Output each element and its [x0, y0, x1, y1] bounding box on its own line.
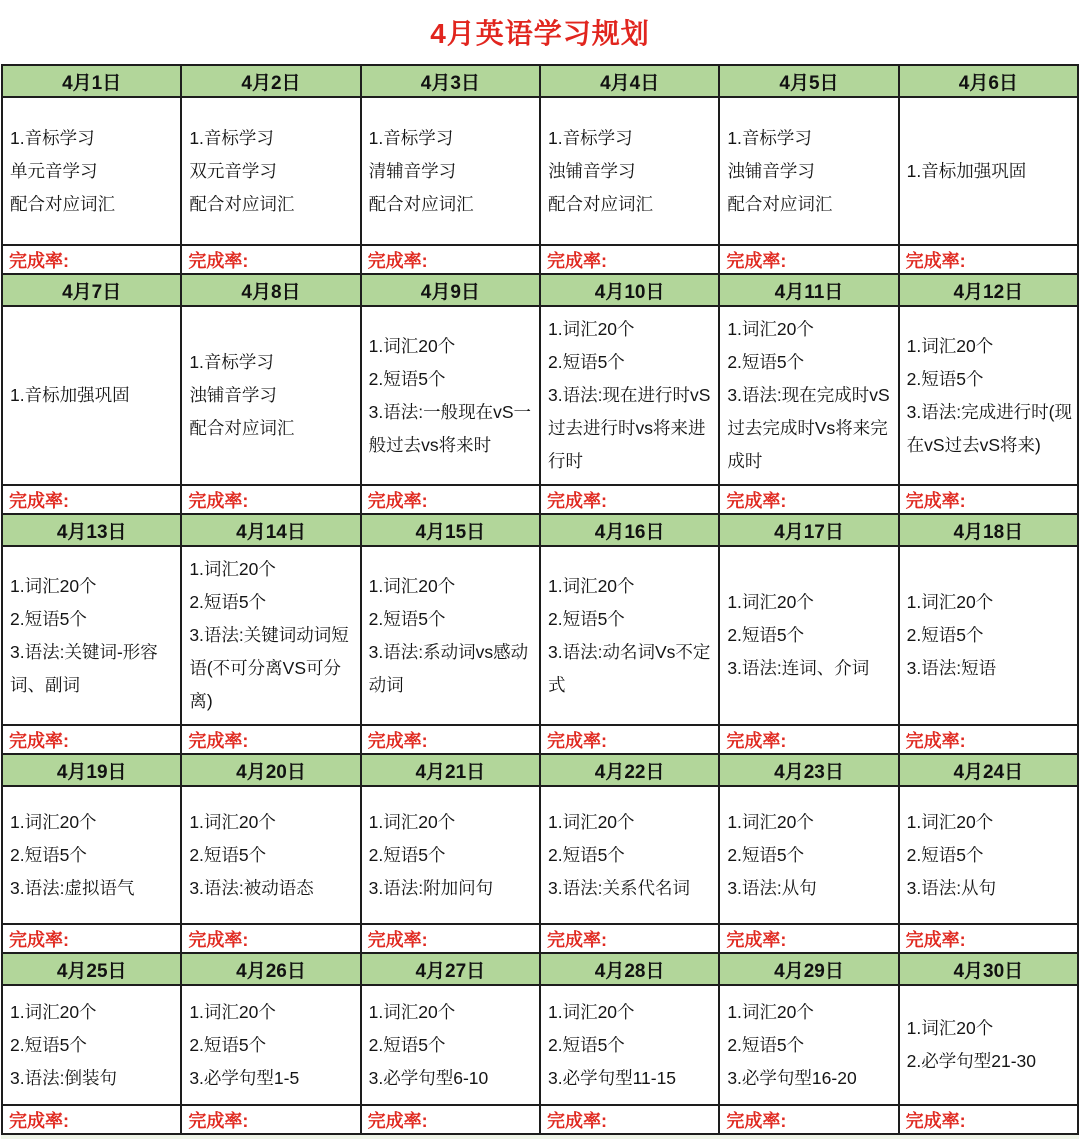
date-header-cell: 4月17日 — [720, 515, 897, 545]
bottom-partial-row — [1, 1135, 1079, 1139]
completion-rate-cell: 完成率: — [541, 486, 718, 513]
completion-rate-cell: 完成率: — [541, 1106, 718, 1133]
completion-rate-cell: 完成率: — [3, 726, 180, 753]
day-tasks-cell — [541, 307, 718, 484]
task-line: 3.必学句型16-20 — [727, 1067, 857, 1088]
date-header-cell: 4月2日 — [182, 66, 359, 96]
day-tasks-cell — [541, 98, 718, 244]
task-line: 双元音学习 — [189, 160, 277, 181]
completion-rate-cell: 完成率: — [720, 246, 897, 273]
task-line: 1.词汇20个 — [727, 811, 814, 832]
completion-rate-cell: 完成率: — [362, 246, 539, 273]
day-tasks-cell — [3, 986, 180, 1104]
completion-rate-cell: 完成率: — [3, 486, 180, 513]
task-line: 1.词汇20个 — [547, 319, 635, 339]
date-header-cell: 4月13日 — [3, 515, 180, 545]
day-tasks-cell — [362, 547, 539, 724]
task-line: 2.短语5个 — [547, 1034, 625, 1055]
task-line: 1.音标学习 — [189, 127, 274, 148]
completion-rate-cell: 完成率: — [182, 246, 359, 273]
task-line: 2.必学句型21-30 — [906, 1051, 1037, 1071]
completion-rate-cell: 完成率: — [900, 925, 1077, 952]
task-line: 3.语法:现在进行时vS过去进行时vs将来进行时 — [547, 385, 711, 471]
date-header-cell: 4月16日 — [541, 515, 718, 545]
day-tasks-cell — [362, 98, 539, 244]
task-line: 2.短语5个 — [906, 625, 984, 645]
task-line: 3.语法:从句 — [727, 877, 817, 898]
completion-rate-cell: 完成率: — [182, 1106, 359, 1133]
date-header-cell: 4月10日 — [541, 275, 718, 305]
completion-rate-cell: 完成率: — [541, 246, 718, 273]
completion-rate-cell: 完成率: — [3, 246, 180, 273]
day-tasks-cell — [362, 787, 539, 923]
task-line: 1.词汇20个 — [368, 1001, 456, 1022]
task-line: 2.短语5个 — [189, 844, 267, 865]
task-line: 2.短语5个 — [368, 608, 446, 629]
task-line: 2.短语5个 — [547, 608, 625, 629]
day-tasks-cell — [900, 986, 1077, 1104]
date-header-cell: 4月24日 — [900, 755, 1077, 785]
date-header-cell: 4月14日 — [182, 515, 359, 545]
task-line: 配合对应词汇 — [189, 193, 295, 214]
task-line: 1.词汇20个 — [189, 559, 276, 579]
task-line: 清辅音学习 — [368, 160, 457, 181]
task-line: 3.语法:虚拟语气 — [10, 877, 135, 898]
task-line: 配合对应词汇 — [189, 418, 295, 438]
day-tasks-cell — [900, 98, 1077, 244]
day-tasks-cell — [541, 547, 718, 724]
task-line: 2.短语5个 — [368, 368, 446, 389]
task-line: 3.语法:关键词动词短语(不可分离VS可分离) — [189, 625, 349, 711]
day-tasks-cell — [3, 547, 180, 724]
task-line: 3.语法:从句 — [906, 877, 997, 898]
completion-rate-cell: 完成率: — [3, 925, 180, 952]
date-header-cell: 4月23日 — [720, 755, 897, 785]
completion-rate-cell: 完成率: — [720, 1106, 897, 1133]
date-header-cell: 4月21日 — [362, 755, 539, 785]
date-header-cell: 4月4日 — [541, 66, 718, 96]
task-line: 1.词汇20个 — [368, 811, 456, 832]
day-tasks-cell — [362, 986, 539, 1104]
completion-rate-cell: 完成率: — [900, 246, 1077, 273]
day-tasks-cell — [541, 787, 718, 923]
date-header-cell: 4月3日 — [362, 66, 539, 96]
date-header-cell: 4月12日 — [900, 275, 1077, 305]
task-line: 配合对应词汇 — [10, 193, 115, 214]
task-line: 2.短语5个 — [727, 625, 805, 645]
completion-rate-cell: 完成率: — [362, 726, 539, 753]
task-line: 1.词汇20个 — [10, 1001, 97, 1022]
task-line: 2.短语5个 — [189, 1034, 267, 1055]
task-line: 1.词汇20个 — [906, 811, 994, 832]
day-tasks-cell — [900, 787, 1077, 923]
date-header-cell: 4月7日 — [3, 275, 180, 305]
task-line: 1.词汇20个 — [906, 335, 994, 356]
task-line: 1.词汇20个 — [368, 575, 456, 596]
day-tasks-cell — [720, 98, 897, 244]
task-line: 2.短语5个 — [906, 368, 984, 389]
day-tasks-cell — [182, 986, 359, 1104]
task-line: 3.语法:关键词-形容词、副词 — [10, 641, 158, 695]
task-line: 1.音标加强巩固 — [10, 385, 130, 405]
task-line: 2.短语5个 — [547, 844, 625, 865]
task-line: 1.词汇20个 — [727, 319, 814, 339]
completion-rate-cell: 完成率: — [720, 726, 897, 753]
task-line: 2.短语5个 — [10, 844, 87, 865]
page-title: 4月英语学习规划 — [430, 18, 650, 49]
date-header-cell: 4月9日 — [362, 275, 539, 305]
task-line: 1.音标学习 — [10, 127, 95, 148]
task-line: 3.语法:现在完成时vS过去完成时Vs将来完成时 — [727, 385, 890, 471]
task-line: 3.语法:被动语态 — [189, 877, 314, 898]
day-tasks-cell — [900, 307, 1077, 484]
completion-rate-cell: 完成率: — [720, 486, 897, 513]
completion-rate-cell: 完成率: — [541, 925, 718, 952]
task-line: 3.语法:一般现在vS一般过去vs将来时 — [368, 401, 532, 455]
day-tasks-cell — [362, 307, 539, 484]
task-line: 2.短语5个 — [189, 592, 267, 612]
day-tasks-cell — [182, 787, 359, 923]
task-line: 2.短语5个 — [727, 352, 805, 372]
task-line: 3.必学句型6-10 — [368, 1067, 489, 1088]
completion-rate-cell: 完成率: — [362, 1106, 539, 1133]
task-line: 3.必学句型1-5 — [189, 1067, 300, 1088]
task-line: 2.短语5个 — [368, 844, 446, 865]
task-line: 1.词汇20个 — [10, 575, 97, 596]
task-line: 1.词汇20个 — [547, 1001, 635, 1022]
day-tasks-cell — [182, 98, 359, 244]
task-line: 配合对应词汇 — [547, 193, 653, 214]
task-line: 3.语法:倒装句 — [10, 1067, 117, 1088]
date-header-cell: 4月19日 — [3, 755, 180, 785]
task-line: 2.短语5个 — [727, 844, 805, 865]
completion-rate-cell: 完成率: — [3, 1106, 180, 1133]
completion-rate-cell: 完成率: — [362, 486, 539, 513]
task-line: 1.音标加强巩固 — [906, 160, 1027, 181]
task-line: 1.音标学习 — [547, 127, 633, 148]
task-line: 1.词汇20个 — [906, 1018, 994, 1038]
task-line: 2.短语5个 — [906, 844, 984, 865]
task-line: 配合对应词汇 — [368, 193, 474, 214]
date-header-cell: 4月18日 — [900, 515, 1077, 545]
date-header-cell: 4月25日 — [3, 954, 180, 984]
task-line: 1.词汇20个 — [906, 592, 994, 612]
completion-rate-cell: 完成率: — [182, 925, 359, 952]
task-line: 2.短语5个 — [368, 1034, 446, 1055]
task-line: 1.词汇20个 — [189, 1001, 276, 1022]
day-tasks-cell — [720, 787, 897, 923]
task-line: 单元音学习 — [10, 160, 98, 181]
task-line: 1.词汇20个 — [189, 811, 276, 832]
task-line: 3.语法:连词、介词 — [727, 658, 870, 678]
study-plan-table — [1, 64, 1079, 1135]
date-header-cell: 4月8日 — [182, 275, 359, 305]
date-header-cell: 4月15日 — [362, 515, 539, 545]
task-line: 1.音标学习 — [368, 127, 454, 148]
task-line: 1.音标学习 — [189, 352, 274, 372]
date-header-cell: 4月20日 — [182, 755, 359, 785]
task-line: 1.词汇20个 — [547, 575, 635, 596]
task-line: 1.词汇20个 — [727, 592, 814, 612]
day-tasks-cell — [182, 307, 359, 484]
task-line: 1.音标学习 — [727, 127, 812, 148]
task-line: 2.短语5个 — [547, 352, 625, 372]
completion-rate-cell: 完成率: — [182, 726, 359, 753]
date-header-cell: 4月30日 — [900, 954, 1077, 984]
task-line: 3.语法:关系代名词 — [547, 877, 690, 898]
completion-rate-cell: 完成率: — [541, 726, 718, 753]
day-tasks-cell — [720, 986, 897, 1104]
task-line: 2.短语5个 — [727, 1034, 805, 1055]
task-line: 浊铺音学习 — [189, 385, 277, 405]
completion-rate-cell: 完成率: — [362, 925, 539, 952]
task-line: 1.词汇20个 — [10, 811, 97, 832]
date-header-cell: 4月29日 — [720, 954, 897, 984]
task-line: 1.词汇20个 — [547, 811, 635, 832]
task-line: 2.短语5个 — [10, 608, 87, 629]
task-line: 3.语法:动名词Vs不定式 — [547, 641, 711, 695]
date-header-cell: 4月28日 — [541, 954, 718, 984]
day-tasks-cell — [3, 787, 180, 923]
completion-rate-cell: 完成率: — [900, 1106, 1077, 1133]
date-header-cell: 4月6日 — [900, 66, 1077, 96]
day-tasks-cell — [541, 986, 718, 1104]
date-header-cell: 4月26日 — [182, 954, 359, 984]
task-line: 1.词汇20个 — [368, 335, 456, 356]
day-tasks-cell — [720, 307, 897, 484]
task-line: 配合对应词汇 — [727, 193, 833, 214]
day-tasks-cell — [3, 307, 180, 484]
task-line: 3.语法:附加问句 — [368, 877, 494, 898]
task-line: 3.语法:系动词vs感动动词 — [368, 641, 529, 695]
day-tasks-cell — [720, 547, 897, 724]
task-line: 2.短语5个 — [10, 1034, 87, 1055]
task-line: 浊铺音学习 — [727, 160, 815, 181]
task-line: 3.语法:短语 — [906, 658, 997, 678]
day-tasks-cell — [182, 547, 359, 724]
task-line: 1.词汇20个 — [727, 1001, 814, 1022]
date-header-cell: 4月11日 — [720, 275, 897, 305]
day-tasks-cell — [3, 98, 180, 244]
task-line: 3.语法:完成进行时(现在vS过去vS将来) — [906, 401, 1072, 455]
completion-rate-cell: 完成率: — [900, 486, 1077, 513]
completion-rate-cell: 完成率: — [900, 726, 1077, 753]
date-header-cell: 4月22日 — [541, 755, 718, 785]
date-header-cell: 4月27日 — [362, 954, 539, 984]
completion-rate-cell: 完成率: — [720, 925, 897, 952]
task-line: 浊铺音学习 — [547, 160, 636, 181]
day-tasks-cell — [900, 547, 1077, 724]
task-line: 3.必学句型11-15 — [547, 1067, 677, 1088]
title-bar — [0, 0, 1080, 64]
date-header-cell: 4月5日 — [720, 66, 897, 96]
completion-rate-cell: 完成率: — [182, 486, 359, 513]
date-header-cell: 4月1日 — [3, 66, 180, 96]
